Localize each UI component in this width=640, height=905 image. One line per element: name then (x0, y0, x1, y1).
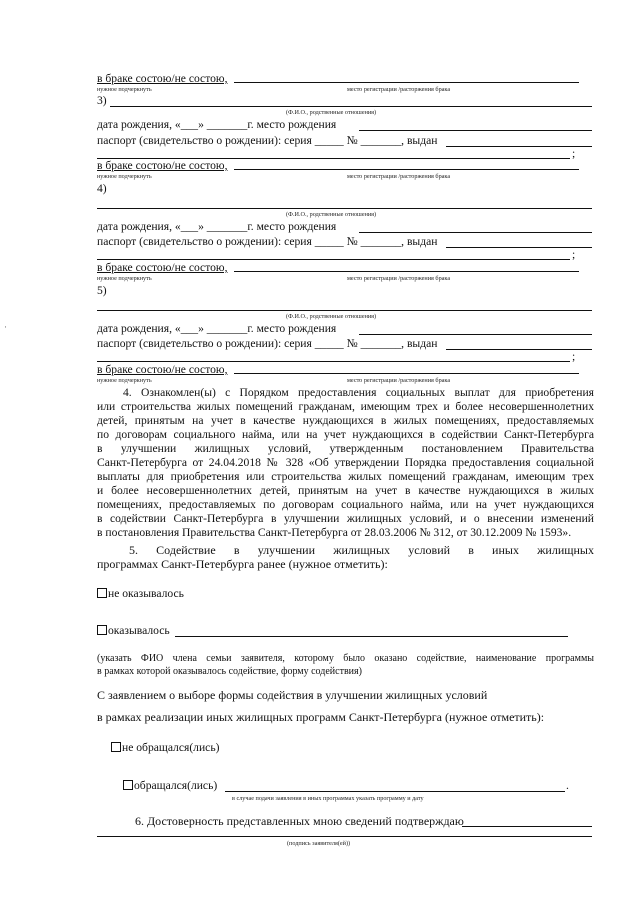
underline-note-3: нужное подчеркнуть (97, 173, 152, 180)
section-4-line-10: в содействии Санкт-Петербурга в улучшении жилищных условий, и о внесении изменений (97, 512, 594, 525)
semicolon-3: ; (572, 147, 576, 160)
provided-note-line-1: (указать ФИО члена семьи заявителя, которому было оказано содействие, наименование программы (97, 653, 594, 664)
dob-text-4: дата рождения, «___» _______г. место рождения (97, 220, 337, 233)
fio-line-4[interactable] (97, 208, 592, 209)
signature-line[interactable] (97, 836, 592, 837)
passport-text-4: паспорт (свидетельство о рождении): серия _____ № _______, выдан (97, 235, 438, 248)
married-status-4: в браке состою/не состою, (97, 261, 228, 274)
issued-by-line-5b[interactable] (97, 361, 570, 362)
option-applied-label: обращался(лись) (134, 779, 218, 792)
section-4-line-2: или строительства жилых помещений гражданам, имеющим трех и более несовершеннолетних (97, 400, 594, 413)
option-not-applied[interactable] (111, 741, 219, 755)
underline-note-4: нужное подчеркнуть (97, 275, 152, 282)
semicolon-5: ; (572, 350, 576, 363)
married-status-1: в браке состою/не состою, (97, 72, 228, 85)
section-5-line-1: 5. Содействие в улучшении жилищных условий в иных жилищных (129, 543, 594, 557)
fio-line-3[interactable] (110, 106, 592, 107)
member-number-3: 3) (97, 94, 107, 107)
provided-note-line-2: в рамках которой оказывалось содействие, форму содействия) (97, 666, 362, 677)
married-status-5: в браке состою/не состою, (97, 363, 228, 376)
registration-line-4[interactable] (234, 271, 579, 272)
semicolon-4: ; (572, 248, 576, 261)
confirmation-line[interactable] (462, 826, 592, 827)
checkbox-not-applied[interactable] (111, 742, 121, 752)
fio-line-5[interactable] (97, 310, 592, 311)
married-status-3: в браке состою/не состою, (97, 159, 228, 172)
dob-text-5: дата рождения, «___» _______г. место рождения (97, 322, 337, 335)
apply-line-2: в рамках реализации иных жилищных программ Санкт-Петербурга (нужное отметить): (97, 710, 545, 724)
passport-text-3: паспорт (свидетельство о рождении): серия _____ № _______, выдан (97, 134, 438, 147)
provided-details-line[interactable] (175, 636, 568, 637)
issued-by-line-5[interactable] (446, 349, 592, 350)
applied-note: в случае подачи заявления в иных программах указать программу и дату (232, 795, 424, 802)
fio-note-5: (Ф.И.О., родственные отношения) (286, 313, 377, 320)
checkbox-provided[interactable] (97, 625, 107, 635)
member-number-5: 5) (97, 284, 107, 297)
checkbox-not-provided[interactable] (97, 588, 107, 598)
section-4-line-1: 4. Ознакомлен(ы) с Порядком предоставления социальных выплат для приобретения (123, 386, 594, 399)
section-4-line-7: выплаты для приобретения или строительства жилых помещений гражданам, имеющим трех (97, 470, 594, 483)
birthplace-line-3[interactable] (359, 130, 592, 131)
option-applied[interactable] (123, 779, 217, 793)
section-4-line-5: в улучшении жилищных условий, утвержденным постановлением Правительства (97, 442, 594, 455)
registration-line-5[interactable] (234, 373, 579, 374)
registration-note-1: место регистрации /расторжения брака (347, 86, 451, 93)
option-not-provided[interactable] (97, 587, 184, 601)
registration-note-5: место регистрации /расторжения брака (347, 377, 451, 384)
issued-by-line-4b[interactable] (97, 259, 570, 260)
checkbox-applied[interactable] (123, 780, 133, 790)
option-provided-label: оказывалось (108, 624, 170, 637)
signature-note: (подпись заявителя(ей)) (287, 840, 351, 847)
section-4-line-6: Санкт-Петербурга от 24.04.2018 № 328 «Об утверждении Порядка предоставления социальной (97, 456, 594, 469)
underline-note-1: нужное подчеркнуть (97, 86, 152, 93)
section-4-line-8: и более несовершеннолетних детей, принятым на учет в качестве нуждающихся в жилых (97, 484, 594, 497)
issued-by-line-4[interactable] (446, 247, 592, 248)
section-4-line-3: детей, принятым на учет в качестве нуждающихся в жилых помещениях, предоставляемых (97, 414, 594, 427)
registration-line-3[interactable] (234, 169, 579, 170)
option-not-provided-label: не оказывалось (108, 587, 184, 600)
fio-note-4: (Ф.И.О., родственные отношения) (286, 211, 377, 218)
option-provided[interactable] (97, 624, 170, 638)
applied-details-line[interactable] (225, 791, 565, 792)
section-6-text: 6. Достоверность представленных мною сведений подтверждаю (135, 814, 464, 828)
passport-text-5: паспорт (свидетельство о рождении): серия _____ № _______, выдан (97, 337, 438, 350)
underline-note-5: нужное подчеркнуть (97, 377, 152, 384)
birthplace-line-5[interactable] (359, 334, 592, 335)
registration-note-3: место регистрации /расторжения брака (347, 173, 451, 180)
issued-by-line-3[interactable] (446, 146, 592, 147)
birthplace-line-4[interactable] (359, 232, 592, 233)
option-not-applied-label: не обращался(лись) (122, 741, 220, 754)
apply-line-1: С заявлением о выборе формы содействия в улучшении жилищных условий (97, 688, 488, 702)
section-5-line-2: программах Санкт-Петербурга ранее (нужное отметить): (97, 557, 388, 571)
registration-line-1[interactable] (234, 82, 579, 83)
section-4-line-9: помещениях, предоставляемых по договорам социального найма, или на учет нуждающихся (97, 498, 594, 511)
section-4-line-4: по договорам социального найма, или на учет нуждающихся в содействии Санкт-Петербурга (97, 428, 594, 441)
member-number-4: 4) (97, 182, 107, 195)
section-4-line-11: в постановления Правительства Санкт-Петербурга от 28.03.2006 № 312, от 30.12.2009 № 1593». (97, 526, 572, 539)
dob-text-3: дата рождения, «___» _______г. место рождения (97, 118, 337, 131)
fio-note-3: (Ф.И.О., родственные отношения) (286, 109, 377, 116)
margin-mark: · (4, 322, 7, 332)
registration-note-4: место регистрации /расторжения брака (347, 275, 451, 282)
